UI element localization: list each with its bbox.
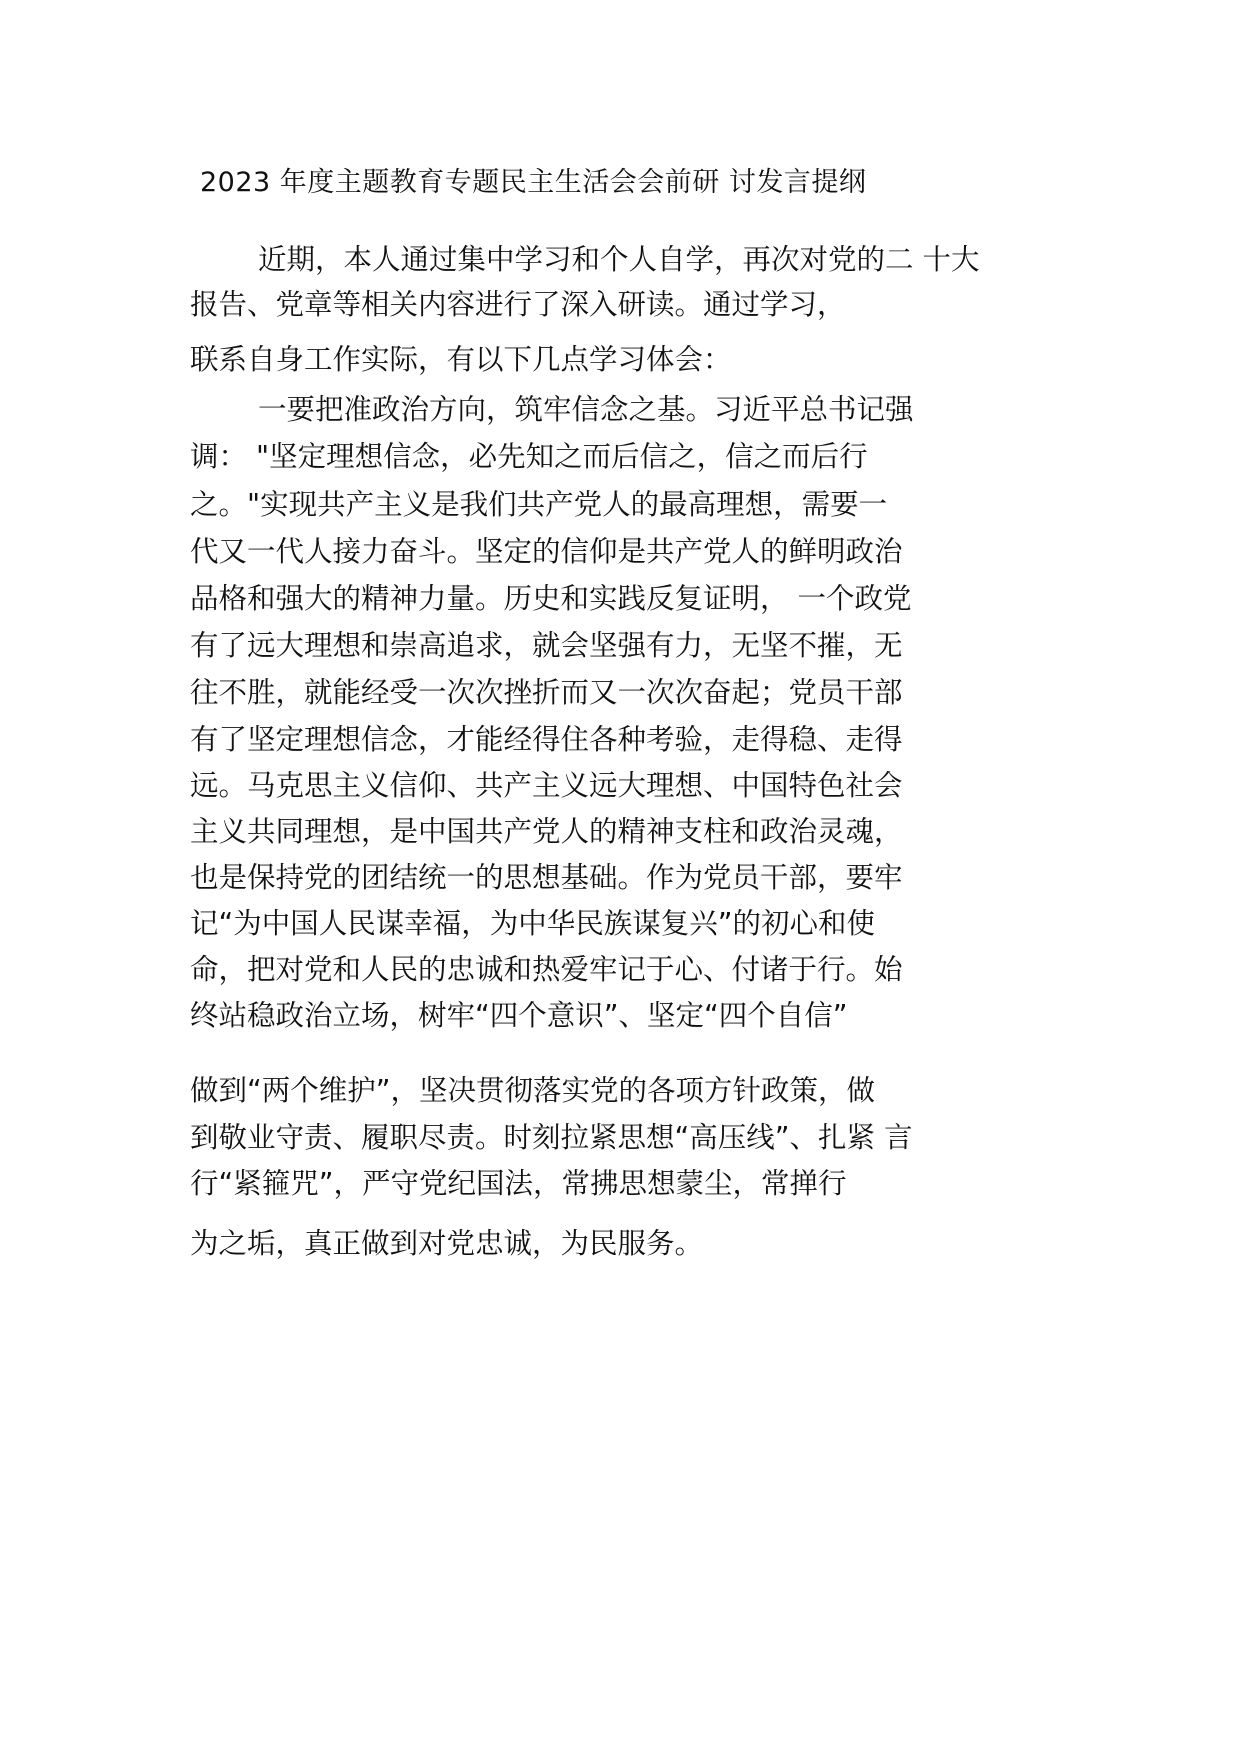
- body-line-5: 调： "坚定理想信念，必先知之而后信之，信之而后行: [190, 440, 868, 473]
- body-line-7: 代又一代人接力奋斗。坚定的信仰是共产党人的鲜明政治: [190, 535, 903, 568]
- document-title: 2023 年度主题教育专题民主生活会会前研 讨发言提纲: [200, 167, 867, 198]
- body-line-3: 联系自身工作实际，有以下几点学习体会：: [190, 343, 732, 376]
- body-line-11: 有了坚定理想信念，才能经得住各种考验，走得稳、走得: [190, 723, 903, 756]
- body-line-21: 为之垢，真正做到对党忠诚，为民服务。: [190, 1227, 704, 1260]
- body-line-1: 近期，本人通过集中学习和个人自学，再次对党的二 十大: [258, 243, 980, 276]
- body-line-12: 远。马克思主义信仰、共产主义远大理想、中国特色社会: [190, 769, 903, 802]
- body-line-2: 报告、党章等相关内容进行了深入研读。通过学习，: [190, 288, 846, 321]
- body-line-13: 主义共同理想，是中国共产党人的精神支柱和政治灵魂，: [190, 815, 903, 848]
- body-line-6: 之。"实现共产主义是我们共产党人的最高理想，需要一: [190, 488, 888, 521]
- body-line-4: 一要把准政治方向，筑牢信念之基。习近平总书记强: [258, 393, 914, 426]
- body-line-10: 往不胜，就能经受一次次挫折而又一次次奋起；党员干部: [190, 676, 903, 709]
- body-line-17: 终站稳政治立场，树牢“四个意识”、坚定“四个自信”: [190, 999, 848, 1032]
- body-line-9: 有了远大理想和崇高追求，就会坚强有力，无坚不摧，无: [190, 629, 903, 662]
- body-line-15: 记“为中国人民谋幸福，为中华民族谋复兴”的初心和使: [190, 907, 876, 940]
- body-line-18: 做到“两个维护”，坚决贯彻落实党的各项方针政策，做: [190, 1074, 876, 1107]
- body-line-16: 命，把对党和人民的忠诚和热爱牢记于心、付诸于行。始: [190, 953, 903, 986]
- body-line-20: 行“紧箍咒”，严守党纪国法，常拂思想蒙尘，常掸行: [190, 1167, 847, 1200]
- body-line-19: 到敬业守责、履职尽责。时刻拉紧思想“高压线”、扎紧 言: [190, 1121, 913, 1154]
- body-line-8: 品格和强大的精神力量。历史和实践反复证明， 一个政党: [190, 582, 912, 615]
- body-line-14: 也是保持党的团结统一的思想基础。作为党员干部，要牢: [190, 861, 903, 894]
